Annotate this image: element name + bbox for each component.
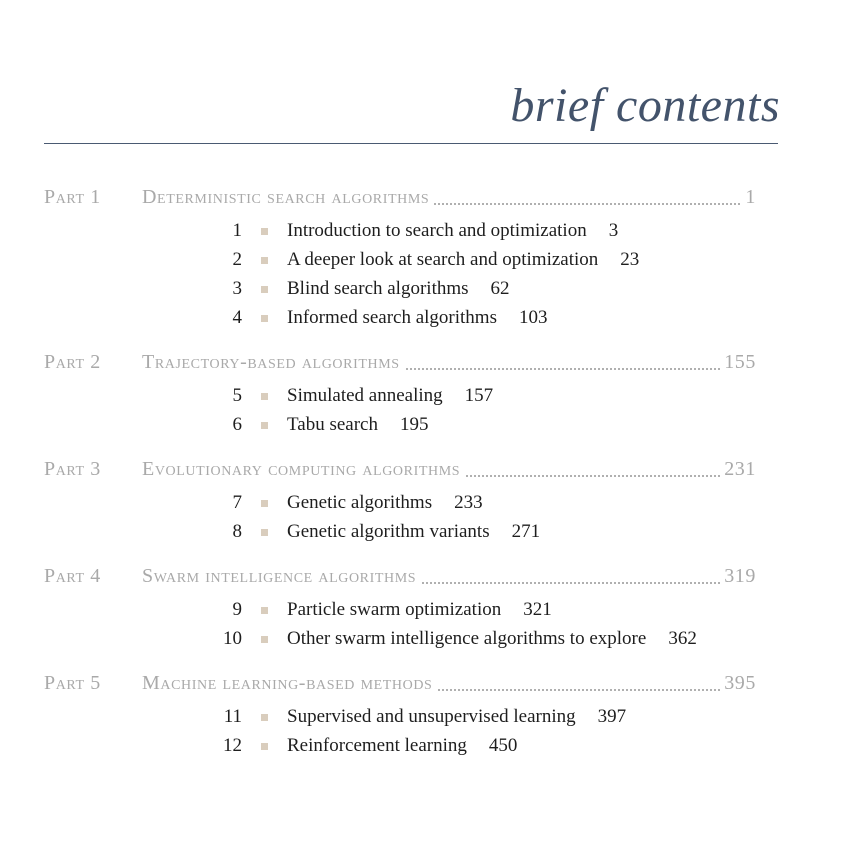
chapter-number: 4 — [232, 307, 242, 328]
chapter-page-number: 397 — [597, 706, 627, 727]
part-page-number: 1 — [742, 186, 756, 209]
chapter-title: Informed search algorithms — [287, 307, 497, 328]
chapter-entry[interactable] — [0, 307, 860, 331]
chapter-number: 6 — [232, 414, 242, 435]
chapter-title: Simulated annealing — [287, 385, 443, 406]
part-heading[interactable] — [44, 351, 756, 377]
chapter-entry[interactable] — [0, 599, 860, 623]
chapter-number: 2 — [232, 249, 242, 270]
chapter-page-number: 103 — [518, 307, 548, 328]
chapter-title: Genetic algorithms — [287, 492, 433, 513]
part-heading[interactable] — [44, 565, 756, 591]
chapter-entry[interactable] — [0, 706, 860, 730]
part-title: Evolutionary computing algorithms — [142, 458, 464, 481]
chapter-page-number: 233 — [454, 492, 483, 513]
square-bullet-icon — [261, 529, 268, 536]
part-heading[interactable] — [44, 186, 756, 212]
chapter-entry[interactable] — [0, 249, 860, 273]
chapter-title: Reinforcement learning — [287, 735, 467, 756]
square-bullet-icon — [261, 393, 268, 400]
chapter-number: 3 — [232, 278, 242, 299]
part-title: Deterministic search algorithms — [142, 186, 433, 209]
chapter-number: 12 — [223, 735, 242, 756]
chapter-entry[interactable] — [0, 628, 860, 652]
chapter-page-number: 195 — [399, 414, 429, 435]
part-heading[interactable] — [44, 458, 756, 484]
square-bullet-icon — [261, 636, 268, 643]
chapter-number: 10 — [223, 628, 242, 649]
part-label: Part 5 — [44, 672, 101, 694]
chapter-number: 11 — [223, 706, 242, 727]
part-title: Trajectory-based algorithms — [142, 351, 404, 374]
part-title: Swarm intelligence algorithms — [142, 565, 420, 588]
chapter-entry[interactable] — [0, 220, 860, 244]
square-bullet-icon — [261, 500, 268, 507]
chapter-page-number: 362 — [668, 628, 697, 649]
part-heading[interactable] — [44, 672, 756, 698]
part-page-number: 319 — [721, 565, 756, 588]
chapter-page-number: 321 — [523, 599, 552, 620]
part-label: Part 3 — [44, 458, 101, 480]
part-label: Part 1 — [44, 186, 101, 208]
chapter-number: 8 — [232, 521, 242, 542]
chapter-entry[interactable] — [0, 521, 860, 545]
chapter-entry[interactable] — [0, 385, 860, 409]
chapter-page-number: 23 — [620, 249, 640, 270]
chapter-title: Introduction to search and optimization — [287, 220, 587, 241]
part-label: Part 4 — [44, 565, 101, 587]
part-page-number: 395 — [721, 672, 756, 695]
chapter-title: Particle swarm optimization — [287, 599, 502, 620]
chapter-page-number: 271 — [511, 521, 541, 542]
chapter-entry[interactable] — [0, 414, 860, 438]
square-bullet-icon — [261, 422, 268, 429]
chapter-entry[interactable] — [0, 278, 860, 302]
part-label: Part 2 — [44, 351, 101, 373]
title-rule — [44, 143, 778, 144]
chapter-title: Supervised and unsupervised learning — [287, 706, 576, 727]
chapter-number: 7 — [232, 492, 242, 513]
square-bullet-icon — [261, 286, 268, 293]
square-bullet-icon — [261, 257, 268, 264]
chapter-number: 9 — [232, 599, 242, 620]
chapter-title: A deeper look at search and optimization — [287, 249, 599, 270]
square-bullet-icon — [261, 315, 268, 322]
chapter-page-number: 157 — [464, 385, 494, 406]
chapter-page-number: 3 — [608, 220, 619, 241]
square-bullet-icon — [261, 228, 268, 235]
chapter-number: 1 — [232, 220, 242, 241]
square-bullet-icon — [261, 743, 268, 750]
chapter-title: Tabu search — [287, 414, 378, 435]
part-title: Machine learning-based methods — [142, 672, 436, 695]
chapter-title: Other swarm intelligence algorithms to explore — [287, 628, 647, 649]
square-bullet-icon — [261, 607, 268, 614]
chapter-page-number: 62 — [490, 278, 510, 299]
chapter-entry[interactable] — [0, 492, 860, 516]
chapter-title: Genetic algorithm variants — [287, 521, 490, 542]
chapter-title: Blind search algorithms — [287, 278, 469, 299]
chapter-number: 5 — [232, 385, 242, 406]
square-bullet-icon — [261, 714, 268, 721]
part-page-number: 231 — [721, 458, 756, 481]
chapter-page-number: 450 — [488, 735, 518, 756]
page-title: brief contents — [510, 79, 780, 132]
part-page-number: 155 — [721, 351, 756, 374]
chapter-entry[interactable] — [0, 735, 860, 759]
